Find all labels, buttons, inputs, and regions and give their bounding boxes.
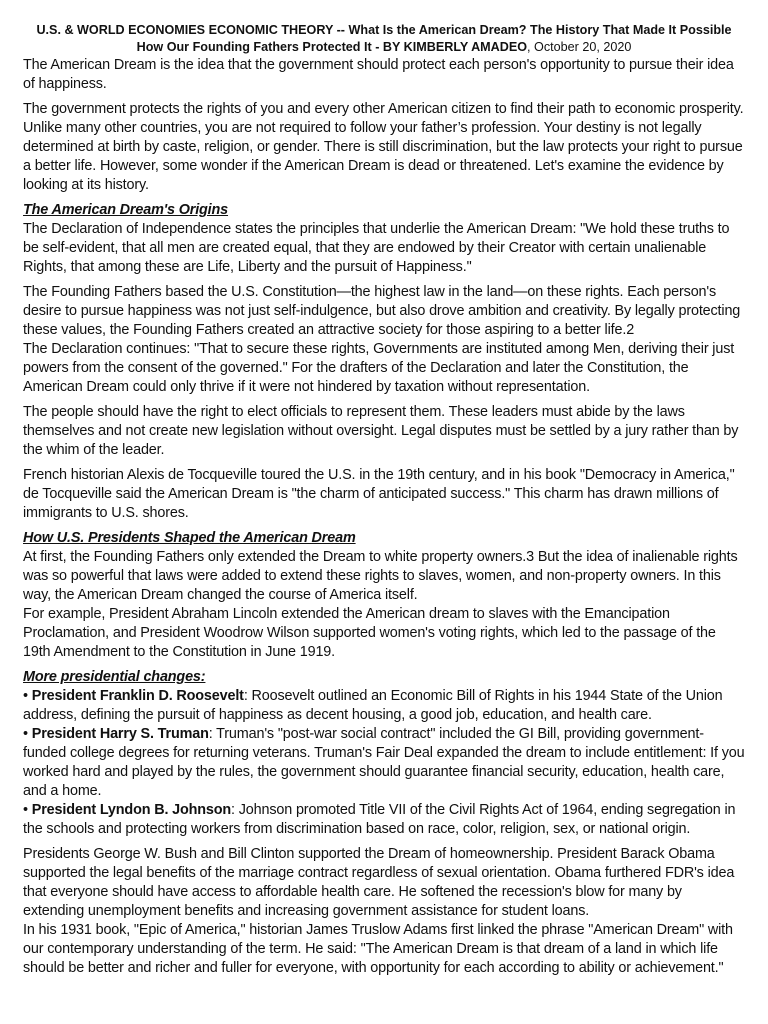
intro-paragraph-2: The government protects the rights of you and every other American citizen to find their path to economic prosperity. Unlike many other countries, you are not required to follow your father’s profession. Your destiny is not legally determined at birth by caste, religion, or gender. There is still discrimination, but the law protects your right to pursue a better life. However, some wonder if the American Dream is dead or threatened. Let's examine the evidence by looking at its history. — [23, 101, 744, 193]
change-item-roosevelt — [23, 687, 745, 725]
origins-heading: The American Dream's Origins — [23, 202, 229, 218]
header-author: How Our Founding Fathers Protected It - BY KIMBERLY AMADEO — [136, 40, 528, 54]
president-name: President Lyndon B. Johnson — [31, 802, 232, 818]
presidents-paragraph-1: At first, the Founding Fathers only extended the Dream to white property owners.3 But the idea of inalienable rights was so powerful that laws were added to extend these rights to slaves, women, and non-property owners. In this way, the American Dream changed the course of America itself. — [23, 549, 738, 603]
presidents-paragraph-2: For example, President Abraham Lincoln extended the American dream to slaves with the Emancipation Proclamation, and President Woodrow Wilson supported women's voting rights, which led to the passage of the 19th Amendment to the Constitution in June 1919. — [23, 606, 716, 660]
bullet: • — [23, 726, 32, 742]
president-name: President Franklin D. Roosevelt — [31, 688, 244, 704]
change-item-truman — [23, 725, 745, 801]
change-text: : Truman's "post-war social contract" included the GI Bill, providing government-funded college degrees for returning veterans. Truman's Fair Deal expanded the dream to include entitlement: If you worked hard and played by the rules, the government should guarantee financial security, education, health care, and a home. — [23, 726, 745, 799]
origins-paragraph-1: The Declaration of Independence states the principles that underlie the American Dream: "We hold these truths to be self-evident, that all men are created equal, that they are endowed by their Creator with certain unalienable Rights, that among these are Life, Liberty and the pursuit of Happiness." — [23, 221, 730, 275]
origins-paragraph-4: French historian Alexis de Tocqueville toured the U.S. in the 19th century, and in his book "Democracy in America," de Tocqueville said the American Dream is "the charm of anticipated success." This charm has drawn millions of immigrants to U.S. shores. — [23, 467, 735, 521]
origins-paragraph-2b: The Declaration continues: "That to secure these rights, Governments are instituted among Men, deriving their just powers from the consent of the governed." For the drafters of the Declaration and later the Constitution, the American Dream could only thrive if it were not hindered by taxation without representation. — [23, 341, 735, 395]
presidents-heading: How U.S. Presidents Shaped the American Dream — [23, 530, 356, 546]
president-name: President Harry S. Truman — [31, 726, 209, 742]
header-byline — [23, 39, 745, 56]
origins-paragraph-3: The people should have the right to elect officials to represent them. These leaders must abide by the laws themselves and not create new legislation without oversight. Legal disputes must be settled by a jury rather than by the whim of the leader. — [23, 404, 739, 458]
intro-paragraph-1: The American Dream is the idea that the government should protect each person's opportunity to pursue their idea of happiness. — [23, 57, 734, 92]
change-text: : Johnson promoted Title VII of the Civil Rights Act of 1964, ending segregation in the schools and protecting workers from discrimination based on race, color, religion, sex, or national origin. — [23, 802, 736, 837]
bullet: • — [23, 802, 32, 818]
header-title-line: U.S. & WORLD ECONOMIES ECONOMIC THEORY -- What Is the American Dream? The History That Made It Possible — [36, 23, 732, 37]
header-date: , October 20, 2020 — [527, 40, 632, 54]
change-item-johnson — [23, 801, 745, 839]
closing-paragraph-1: Presidents George W. Bush and Bill Clinton supported the Dream of homeownership. President Barack Obama supported the legal benefits of the marriage contract regardless of sexual orientation. Obama furthered FDR's idea that everyone should have access to affordable health care. He softened the recession's blow for many by extending unemployment benefits and increasing government assistance for student loans. — [23, 846, 735, 919]
changes-heading: More presidential changes: — [23, 669, 206, 685]
bullet: • — [23, 688, 32, 704]
change-text: : Roosevelt outlined an Economic Bill of Rights in his 1944 State of the Union address, defining the pursuit of happiness as decent housing, a good job, education, and health care. — [23, 688, 723, 723]
article-body — [23, 56, 745, 978]
document-header — [23, 22, 745, 56]
closing-paragraph-2: In his 1931 book, "Epic of America," historian James Truslow Adams first linked the phrase "American Dream" with our contemporary understanding of the term. He said: "The American Dream is that dream of a land in which life should be better and richer and fuller for everyone, with opportunity for each according to ability or achievement." — [23, 922, 733, 976]
origins-paragraph-2a: The Founding Fathers based the U.S. Constitution—the highest law in the land—on these rights. Each person's desire to pursue happiness was not just self-indulgence, but also drove ambition and creativity. By legally protecting these values, the Founding Fathers created an attractive society for those aspiring to a better life.2 — [23, 284, 741, 338]
